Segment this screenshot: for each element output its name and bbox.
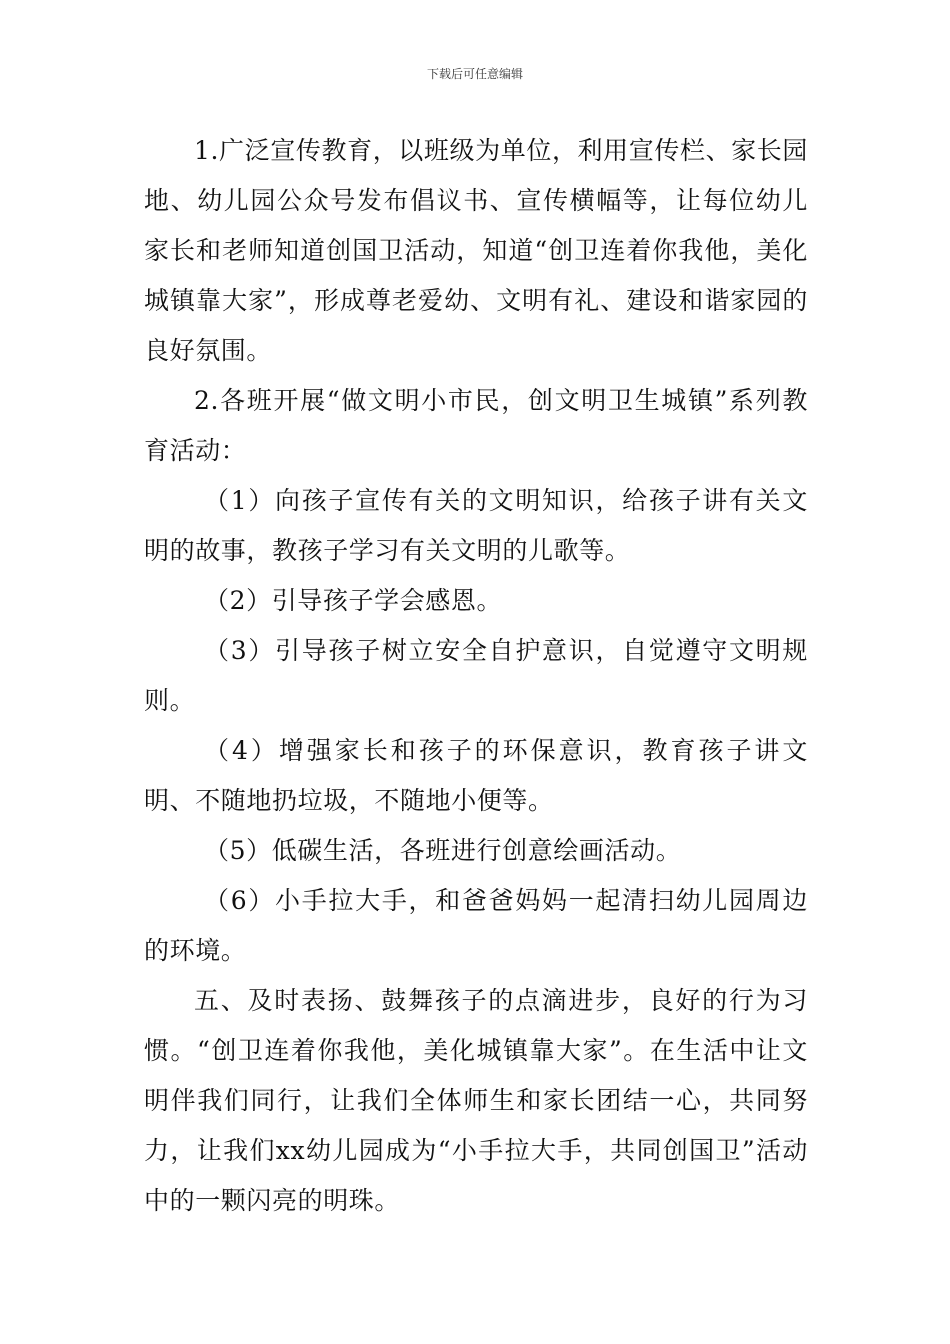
- paragraph-class-activities: 2.各班开展“做文明小市民，创文明卫生城镇”系列教育活动：: [144, 386, 808, 465]
- paragraph-item-1: （1）向孩子宣传有关的文明知识，给孩子讲有关文明的故事，教孩子学习有关文明的儿歌等。: [144, 486, 808, 565]
- paragraph-item-5: （5）低碳生活，各班进行创意绘画活动。: [204, 836, 682, 865]
- paragraph-item-6: （6）小手拉大手，和爸爸妈妈一起清扫幼儿园周边的环境。: [144, 886, 808, 965]
- paragraph-publicity: 1.广泛宣传教育，以班级为单位，利用宣传栏、家长园地、幼儿园公众号发布倡议书、宣传横幅等，让每位幼儿家长和老师知道创国卫活动，知道“创卫连着你我他，美化城镇靠大家”，形成尊老爱幼、文明有礼、建设和谐家园的良好氛围。: [144, 136, 808, 365]
- paragraph-section-five: 五、及时表扬、鼓舞孩子的点滴进步，良好的行为习惯。“创卫连着你我他，美化城镇靠大家”。在生活中让文明伴我们同行，让我们全体师生和家长团结一心，共同努力，让我们xx幼儿园成为“小手拉大手，共同创国卫”活动中的一颗闪亮的明珠。: [144, 986, 808, 1215]
- paragraph-item-3: （3）引导孩子树立安全自护意识，自觉遵守文明规则。: [144, 636, 808, 715]
- paragraph-item-4: （4）增强家长和孩子的环保意识，教育孩子讲文明、不随地扔垃圾，不随地小便等。: [144, 736, 808, 815]
- document-body: [144, 126, 808, 1226]
- page-header-note: 下载后可任意编辑: [426, 67, 523, 81]
- paragraph-item-2: （2）引导孩子学会感恩。: [204, 586, 503, 615]
